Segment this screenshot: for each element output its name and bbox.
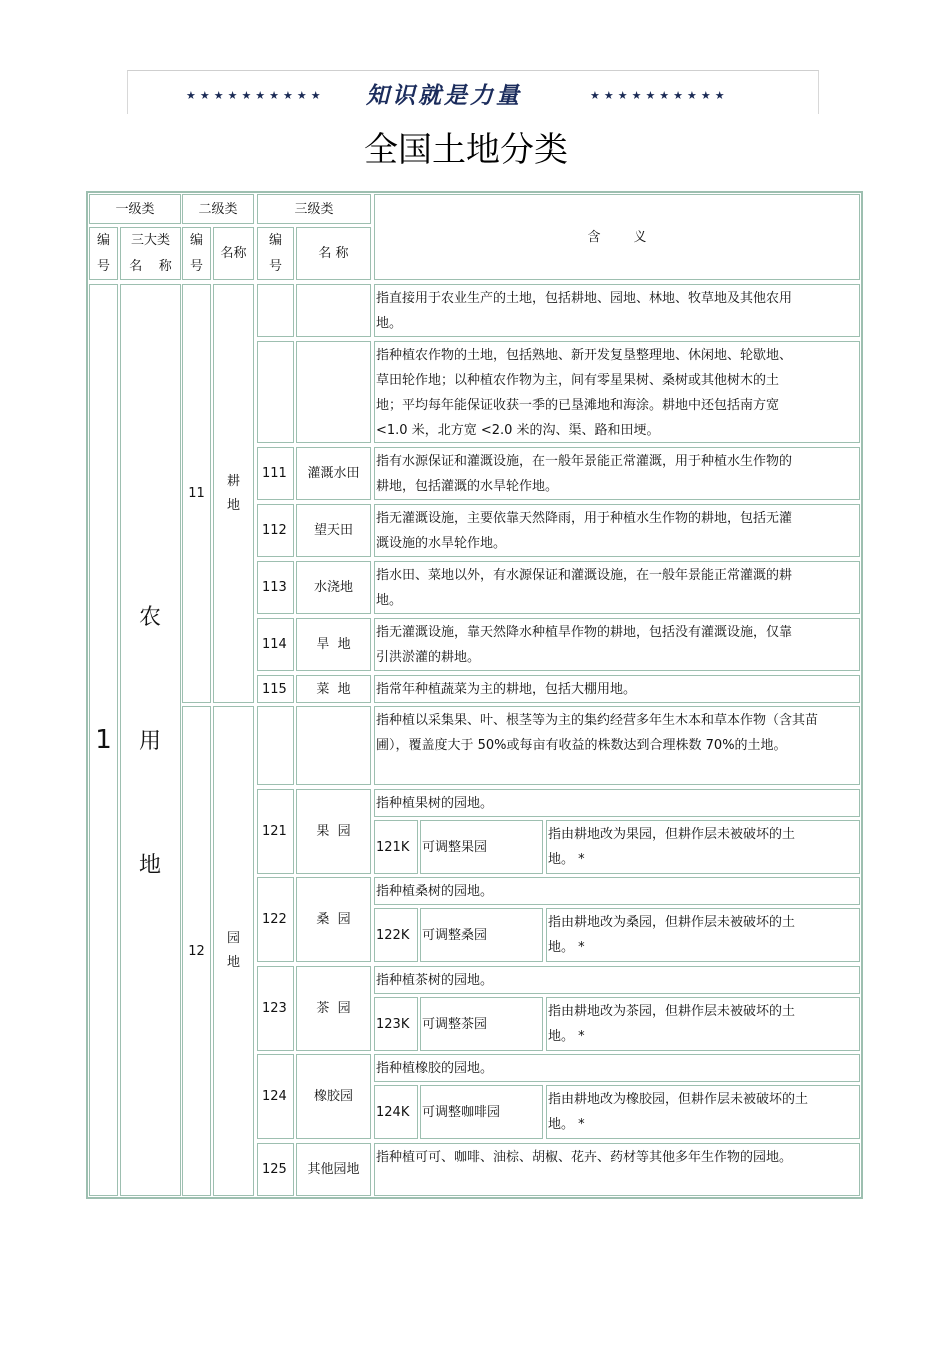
page-title: 全国土地分类 <box>364 130 568 170</box>
code-124: 124 <box>257 1054 294 1139</box>
definition-124: 指种植橡胶的园地。 <box>374 1054 860 1082</box>
star-decoration-left: ★★★★★★★★★★ <box>186 89 325 102</box>
name-124k: 可调整咖啡园 <box>420 1085 543 1139</box>
definition-112: 指无灌溉设施，主要依靠天然降雨，用于种植水生作物的耕地，包括无灌溉设施的水旱轮作地。 <box>374 504 860 557</box>
definition-114: 指无灌溉设施，靠天然降水种植旱作物的耕地，包括没有灌溉设施，仅靠引洪淤灌的耕地。 <box>374 618 860 671</box>
header-three-class-name: 三大类 名 称 <box>120 227 181 280</box>
level1-name: 农 用 地 <box>120 284 181 1196</box>
definition-garden-land: 指种植以采集果、叶、根茎等为主的集约经营多年生木本和草本作物（含其苗圃），覆盖度大于 50%或每亩有收益的株数达到合理株数 70%的土地。 <box>374 706 860 785</box>
name-113: 水浇地 <box>296 561 371 614</box>
empty-name-cell <box>296 284 371 337</box>
code-124k: 124K <box>374 1085 418 1139</box>
empty-code-cell <box>257 341 294 443</box>
name-121k: 可调整果园 <box>420 820 543 874</box>
level2-code-11: 11 <box>182 284 211 703</box>
definition-111: 指有水源保证和灌溉设施，在一般年景能正常灌溉，用于种植水生作物的耕地，包括灌溉的水旱轮作地。 <box>374 447 860 500</box>
banner-motto: 知识就是力量 <box>366 83 522 109</box>
empty-code-cell <box>257 284 294 337</box>
definition-agricultural-land: 指直接用于农业生产的土地，包括耕地、园地、林地、牧草地及其他农用地。 <box>374 284 860 337</box>
header-code-l2: 编 号 <box>182 227 211 280</box>
definition-125: 指种植可可、咖啡、油棕、胡椒、花卉、药材等其他多年生作物的园地。 <box>374 1143 860 1196</box>
name-114: 旱 地 <box>296 618 371 671</box>
code-121k: 121K <box>374 820 418 874</box>
header-level1: 一级类 <box>89 194 181 224</box>
name-122: 桑 园 <box>296 877 371 962</box>
code-122k: 122K <box>374 908 418 962</box>
code-112: 112 <box>257 504 294 557</box>
definition-122k: 指由耕地改为桑园，但耕作层未被破坏的土地。 * <box>546 908 860 962</box>
header-name-l2: 名称 <box>213 227 254 280</box>
code-111: 111 <box>257 447 294 500</box>
code-123k: 123K <box>374 997 418 1051</box>
header-code-l1: 编 号 <box>89 227 118 280</box>
code-121: 121 <box>257 789 294 874</box>
level1-code: 1 <box>89 284 118 1196</box>
code-123: 123 <box>257 966 294 1051</box>
definition-123: 指种植茶树的园地。 <box>374 966 860 994</box>
name-123: 茶 园 <box>296 966 371 1051</box>
code-113: 113 <box>257 561 294 614</box>
name-124: 橡胶园 <box>296 1054 371 1139</box>
name-122k: 可调整桑园 <box>420 908 543 962</box>
name-121: 果 园 <box>296 789 371 874</box>
header-level3: 三级类 <box>257 194 371 224</box>
header-level2: 二级类 <box>182 194 254 224</box>
name-111: 灌溉水田 <box>296 447 371 500</box>
name-112: 望天田 <box>296 504 371 557</box>
code-125: 125 <box>257 1143 294 1196</box>
definition-124k: 指由耕地改为橡胶园，但耕作层未被破坏的土地。 * <box>546 1085 860 1139</box>
empty-name-cell <box>296 706 371 785</box>
code-114: 114 <box>257 618 294 671</box>
level2-name-11: 耕 地 <box>213 284 254 703</box>
empty-name-cell <box>296 341 371 443</box>
star-decoration-right: ★★★★★★★★★★ <box>590 89 729 102</box>
name-123k: 可调整茶园 <box>420 997 543 1051</box>
code-122: 122 <box>257 877 294 962</box>
definition-121: 指种植果树的园地。 <box>374 789 860 817</box>
header-name-l3: 名 称 <box>296 227 371 280</box>
name-115: 菜 地 <box>296 675 371 703</box>
definition-123k: 指由耕地改为茶园，但耕作层未被破坏的土地。 * <box>546 997 860 1051</box>
header-meaning: 含 义 <box>374 194 860 280</box>
level2-code-12: 12 <box>182 706 211 1196</box>
header-code-l3: 编 号 <box>257 227 294 280</box>
definition-121k: 指由耕地改为果园，但耕作层未被破坏的土地。 * <box>546 820 860 874</box>
level2-name-12: 园 地 <box>213 706 254 1196</box>
code-115: 115 <box>257 675 294 703</box>
definition-115: 指常年种植蔬菜为主的耕地，包括大棚用地。 <box>374 675 860 703</box>
empty-code-cell <box>257 706 294 785</box>
definition-cultivated-land: 指种植农作物的土地，包括熟地、新开发复垦整理地、休闲地、轮歇地、草田轮作地；以种植农作物为主，间有零星果树、桑树或其他树木的土地；平均每年能保证收获一季的已垦滩地和海涂。耕地中还包括南方宽 <1.0 米，北方宽 <2.0 米的沟、渠、路和田埂。 <box>374 341 860 443</box>
name-125: 其他园地 <box>296 1143 371 1196</box>
definition-122: 指种植桑树的园地。 <box>374 877 860 905</box>
definition-113: 指水田、菜地以外，有水源保证和灌溉设施，在一般年景能正常灌溉的耕地。 <box>374 561 860 614</box>
